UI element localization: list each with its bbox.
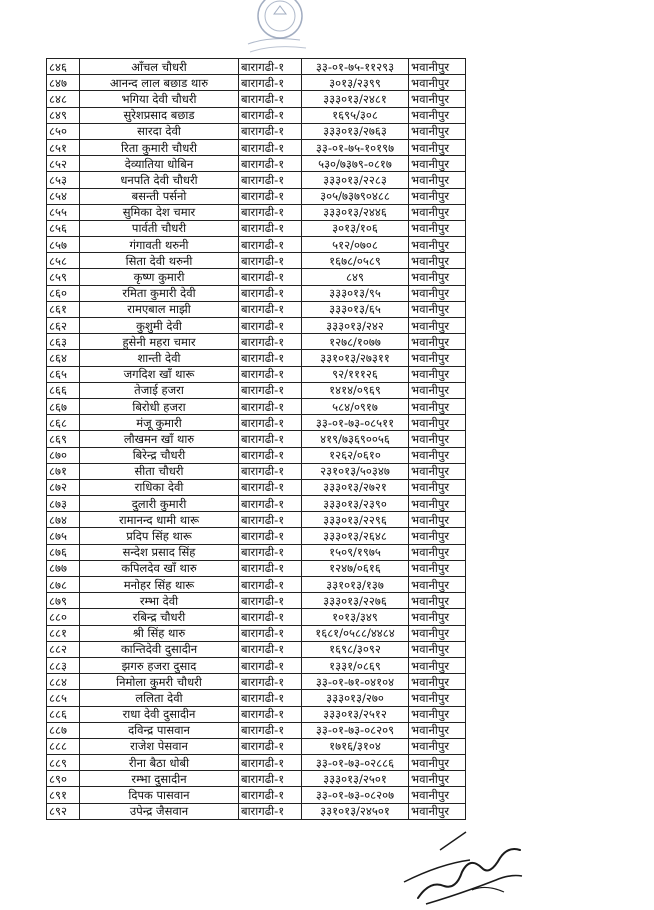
address-cell: बारागढी-१ (239, 755, 302, 771)
table-row (47, 771, 466, 787)
table-row (47, 366, 466, 382)
table-row (47, 787, 466, 803)
serial-number-cell: ८५६ (47, 220, 80, 236)
place-cell: भवानीपुर (409, 447, 466, 463)
place-cell: भवानीपुर (409, 431, 466, 447)
certificate-number-cell: ३३-०१-७३-०२८८६ (302, 755, 409, 771)
serial-number-cell: ८८७ (47, 722, 80, 738)
name-cell: भगिया देवी चौधरी (80, 91, 239, 107)
address-cell: बारागढी-१ (239, 657, 302, 673)
address-cell: बारागढी-१ (239, 204, 302, 220)
name-cell: दविन्द्र पासवान (80, 722, 239, 738)
address-cell: बारागढी-१ (239, 398, 302, 414)
address-cell: बारागढी-१ (239, 269, 302, 285)
certificate-number-cell: ३३-०१-७३-०८२०९ (302, 722, 409, 738)
certificate-number-cell: १२६२/०६१० (302, 447, 409, 463)
table-row (47, 577, 466, 593)
place-cell: भवानीपुर (409, 172, 466, 188)
serial-number-cell: ८४९ (47, 107, 80, 123)
table-row (47, 172, 466, 188)
table-row (47, 690, 466, 706)
address-cell: बारागढी-१ (239, 577, 302, 593)
name-cell: श्री सिंह थारु (80, 625, 239, 641)
address-cell: बारागढी-१ (239, 463, 302, 479)
table-row (47, 123, 466, 139)
table-row (47, 285, 466, 301)
table-row (47, 156, 466, 172)
place-cell: भवानीपुर (409, 544, 466, 560)
serial-number-cell: ८५० (47, 123, 80, 139)
place-cell: भवानीपुर (409, 690, 466, 706)
table-row (47, 204, 466, 220)
serial-number-cell: ८८६ (47, 706, 80, 722)
serial-number-cell: ८७९ (47, 593, 80, 609)
place-cell: भवानीपुर (409, 382, 466, 398)
name-cell: रीना बैठा धोबी (80, 755, 239, 771)
address-cell: बारागढी-१ (239, 479, 302, 495)
table-row (47, 674, 466, 690)
table-row (47, 220, 466, 236)
serial-number-cell: ८४८ (47, 91, 80, 107)
certificate-number-cell: ३३३०१३/२२८३ (302, 172, 409, 188)
certificate-number-cell: ३३३०१३/९५ (302, 285, 409, 301)
certificate-number-cell: ८४९ (302, 269, 409, 285)
certificate-number-cell: १६९५/३०८ (302, 107, 409, 123)
address-cell: बारागढी-१ (239, 220, 302, 236)
certificate-number-cell: ३३-०१-७१-०४१०४ (302, 674, 409, 690)
address-cell: बारागढी-१ (239, 625, 302, 641)
serial-number-cell: ८८५ (47, 690, 80, 706)
table-row (47, 803, 466, 819)
certificate-number-cell: ५१२/०७०८ (302, 237, 409, 253)
table-row (47, 657, 466, 673)
address-cell: बारागढी-१ (239, 350, 302, 366)
place-cell: भवानीपुर (409, 366, 466, 382)
address-cell: बारागढी-१ (239, 301, 302, 317)
name-cell: गंगावती थरुनी (80, 237, 239, 253)
place-cell: भवानीपुर (409, 398, 466, 414)
certificate-number-cell: ५८४/०९१७ (302, 398, 409, 414)
table-row (47, 350, 466, 366)
certificate-number-cell: १६८१/०५८८/४४८४ (302, 625, 409, 641)
certificate-number-cell: ४१९/७३६९००५६ (302, 431, 409, 447)
table-row (47, 318, 466, 334)
certificate-number-cell: ३०१३/२३९९ (302, 75, 409, 91)
place-cell: भवानीपुर (409, 528, 466, 544)
place-cell: भवानीपुर (409, 625, 466, 641)
place-cell: भवानीपुर (409, 334, 466, 350)
table-row (47, 544, 466, 560)
address-cell: बारागढी-१ (239, 285, 302, 301)
name-cell: धनपति देवी चौधरी (80, 172, 239, 188)
table-row (47, 91, 466, 107)
certificate-number-cell: ३३३०१३/२३९० (302, 496, 409, 512)
address-cell: बारागढी-१ (239, 593, 302, 609)
serial-number-cell: ८४६ (47, 59, 80, 75)
name-cell: राधिका देवी (80, 479, 239, 495)
place-cell: भवानीपुर (409, 188, 466, 204)
address-cell: बारागढी-१ (239, 156, 302, 172)
certificate-number-cell: १६७८/०५८९ (302, 253, 409, 269)
address-cell: बारागढी-१ (239, 139, 302, 155)
table-row (47, 593, 466, 609)
name-cell: प्रदिप सिंह थारू (80, 528, 239, 544)
table-row (47, 334, 466, 350)
name-cell: सारदा देवी (80, 123, 239, 139)
place-cell: भवानीपुर (409, 463, 466, 479)
name-cell: राधा देवी दुसादीन (80, 706, 239, 722)
name-cell: रमिता कुमारी देवी (80, 285, 239, 301)
name-cell: आनन्द लाल बछाड थारु (80, 75, 239, 91)
address-cell: बारागढी-१ (239, 172, 302, 188)
table-row (47, 431, 466, 447)
table-row (47, 107, 466, 123)
serial-number-cell: ८५४ (47, 188, 80, 204)
name-cell: रम्भा देवी (80, 593, 239, 609)
address-cell: बारागढी-१ (239, 787, 302, 803)
serial-number-cell: ८५७ (47, 237, 80, 253)
certificate-number-cell: ३३३०१३/२२७६ (302, 593, 409, 609)
table-row (47, 625, 466, 641)
place-cell: भवानीपुर (409, 75, 466, 91)
table-row (47, 512, 466, 528)
table-row (47, 706, 466, 722)
serial-number-cell: ८६१ (47, 301, 80, 317)
name-cell: सीता चौधरी (80, 463, 239, 479)
name-cell: निमोला कुमरी चौधरी (80, 674, 239, 690)
table-row (47, 463, 466, 479)
place-cell: भवानीपुर (409, 123, 466, 139)
certificate-number-cell: ३३-०१-७५-११२९३ (302, 59, 409, 75)
address-cell: बारागढी-१ (239, 107, 302, 123)
table-row (47, 253, 466, 269)
name-cell: जगदिश खाँ थारू (80, 366, 239, 382)
name-cell: मनोहर सिंह थारू (80, 577, 239, 593)
serial-number-cell: ८५८ (47, 253, 80, 269)
name-cell: तेजाई हजरा (80, 382, 239, 398)
name-cell: उपेन्द्र जैसवान (80, 803, 239, 819)
table-row (47, 237, 466, 253)
place-cell: भवानीपुर (409, 285, 466, 301)
table-row (47, 415, 466, 431)
place-cell: भवानीपुर (409, 350, 466, 366)
serial-number-cell: ८८१ (47, 625, 80, 641)
table-row (47, 738, 466, 754)
place-cell: भवानीपुर (409, 738, 466, 754)
serial-number-cell: ८८२ (47, 641, 80, 657)
place-cell: भवानीपुर (409, 609, 466, 625)
serial-number-cell: ८६३ (47, 334, 80, 350)
place-cell: भवानीपुर (409, 253, 466, 269)
certificate-number-cell: ३३३०१३/२४८१ (302, 91, 409, 107)
name-cell: शान्ती देवी (80, 350, 239, 366)
place-cell: भवानीपुर (409, 512, 466, 528)
certificate-number-cell: १२४७/०६१६ (302, 560, 409, 576)
serial-number-cell: ८९१ (47, 787, 80, 803)
address-cell: बारागढी-१ (239, 512, 302, 528)
serial-number-cell: ८७५ (47, 528, 80, 544)
serial-number-cell: ८७१ (47, 463, 80, 479)
certificate-number-cell: ३३३०१३/२२९६ (302, 512, 409, 528)
address-cell: बारागढी-१ (239, 91, 302, 107)
place-cell: भवानीपुर (409, 803, 466, 819)
name-cell: रिता कुमारी चौधरी (80, 139, 239, 155)
name-cell: दुलारी कुमारी (80, 496, 239, 512)
certificate-number-cell: ३०१३/१०६ (302, 220, 409, 236)
table-row (47, 139, 466, 155)
certificate-number-cell: १४१४/०९६९ (302, 382, 409, 398)
address-cell: बारागढी-१ (239, 188, 302, 204)
name-cell: कान्तिदेवी दुसादीन (80, 641, 239, 657)
serial-number-cell: ८७८ (47, 577, 80, 593)
table-row (47, 301, 466, 317)
serial-number-cell: ८५१ (47, 139, 80, 155)
name-cell: रम्भा दुसादीन (80, 771, 239, 787)
address-cell: बारागढी-१ (239, 609, 302, 625)
place-cell: भवानीपुर (409, 156, 466, 172)
name-cell: बिरोधी हजरा (80, 398, 239, 414)
place-cell: भवानीपुर (409, 107, 466, 123)
name-cell: सुरेशप्रसाद बछाड (80, 107, 239, 123)
certificate-number-cell: १०१३/३४९ (302, 609, 409, 625)
serial-number-cell: ८९० (47, 771, 80, 787)
serial-number-cell: ८६४ (47, 350, 80, 366)
address-cell: बारागढी-१ (239, 237, 302, 253)
name-cell: कपिलदेव खाँ थारु (80, 560, 239, 576)
serial-number-cell: ८६९ (47, 431, 80, 447)
address-cell: बारागढी-१ (239, 447, 302, 463)
certificate-number-cell: ३३३०१३/२४४६ (302, 204, 409, 220)
address-cell: बारागढी-१ (239, 318, 302, 334)
address-cell: बारागढी-१ (239, 415, 302, 431)
place-cell: भवानीपुर (409, 139, 466, 155)
place-cell: भवानीपुर (409, 577, 466, 593)
serial-number-cell: ८८० (47, 609, 80, 625)
serial-number-cell: ८९२ (47, 803, 80, 819)
certificate-number-cell: ३०५/७३७९०४८८ (302, 188, 409, 204)
name-cell: झगरु हजरा दुसाद (80, 657, 239, 673)
place-cell: भवानीपुर (409, 722, 466, 738)
serial-number-cell: ८७० (47, 447, 80, 463)
register-table-body (47, 59, 466, 820)
serial-number-cell: ८७२ (47, 479, 80, 495)
table-row (47, 609, 466, 625)
name-cell: सिता देवी थरुनी (80, 253, 239, 269)
serial-number-cell: ८७३ (47, 496, 80, 512)
serial-number-cell: ८८३ (47, 657, 80, 673)
serial-number-cell: ८६२ (47, 318, 80, 334)
certificate-number-cell: ३३१०१३/२७३११ (302, 350, 409, 366)
address-cell: बारागढी-१ (239, 722, 302, 738)
place-cell: भवानीपुर (409, 706, 466, 722)
certificate-number-cell: ३३१०१३/१३७ (302, 577, 409, 593)
serial-number-cell: ८४७ (47, 75, 80, 91)
serial-number-cell: ८८८ (47, 738, 80, 754)
place-cell: भवानीपुर (409, 755, 466, 771)
place-cell: भवानीपुर (409, 59, 466, 75)
place-cell: भवानीपुर (409, 204, 466, 220)
address-cell: बारागढी-१ (239, 641, 302, 657)
certificate-number-cell: १७१६/३१०४ (302, 738, 409, 754)
certificate-number-cell: ३३-०१-७५-१०१९७ (302, 139, 409, 155)
address-cell: बारागढी-१ (239, 382, 302, 398)
table-row (47, 188, 466, 204)
place-cell: भवानीपुर (409, 593, 466, 609)
name-cell: देव्यातिया धोबिन (80, 156, 239, 172)
serial-number-cell: ८८४ (47, 674, 80, 690)
place-cell: भवानीपुर (409, 415, 466, 431)
name-cell: लौखमन खाँ थारु (80, 431, 239, 447)
table-row (47, 479, 466, 495)
name-cell: कुशुमी देवी (80, 318, 239, 334)
certificate-number-cell: १६९८/३०९२ (302, 641, 409, 657)
place-cell: भवानीपुर (409, 91, 466, 107)
place-cell: भवानीपुर (409, 560, 466, 576)
name-cell: सन्देश प्रसाद सिंह (80, 544, 239, 560)
place-cell: भवानीपुर (409, 771, 466, 787)
serial-number-cell: ८५३ (47, 172, 80, 188)
serial-number-cell: ८६८ (47, 415, 80, 431)
table-row (47, 269, 466, 285)
place-cell: भवानीपुर (409, 787, 466, 803)
serial-number-cell: ८७४ (47, 512, 80, 528)
handwritten-signature (400, 820, 530, 910)
register-table (46, 58, 466, 820)
address-cell: बारागढी-१ (239, 123, 302, 139)
certificate-number-cell: ३३३०१३/२६४८ (302, 528, 409, 544)
serial-number-cell: ८५९ (47, 269, 80, 285)
certificate-number-cell: ९२/१११२६ (302, 366, 409, 382)
address-cell: बारागढी-१ (239, 674, 302, 690)
table-row (47, 382, 466, 398)
place-cell: भवानीपुर (409, 496, 466, 512)
name-cell: राजेश पेसवान (80, 738, 239, 754)
address-cell: बारागढी-१ (239, 59, 302, 75)
certificate-number-cell: ३३-०१-७३-०८५११ (302, 415, 409, 431)
serial-number-cell: ८६५ (47, 366, 80, 382)
name-cell: बसन्ती पर्सनो (80, 188, 239, 204)
name-cell: रामएबाल माझी (80, 301, 239, 317)
address-cell: बारागढी-१ (239, 706, 302, 722)
address-cell: बारागढी-१ (239, 771, 302, 787)
table-row (47, 447, 466, 463)
place-cell: भवानीपुर (409, 657, 466, 673)
name-cell: रबिन्द्र चौधरी (80, 609, 239, 625)
address-cell: बारागढी-१ (239, 738, 302, 754)
name-cell: हुसेनी महरा चमार (80, 334, 239, 350)
address-cell: बारागढी-१ (239, 560, 302, 576)
certificate-number-cell: ३३३०१३/२४२ (302, 318, 409, 334)
certificate-number-cell: ३३३०१३/२७६३ (302, 123, 409, 139)
name-cell: मंजू कुमारी (80, 415, 239, 431)
certificate-number-cell: ३३३०१३/२५१२ (302, 706, 409, 722)
certificate-number-cell: १३३१/०८६९ (302, 657, 409, 673)
address-cell: बारागढी-१ (239, 690, 302, 706)
address-cell: बारागढी-१ (239, 528, 302, 544)
address-cell: बारागढी-१ (239, 334, 302, 350)
table-row (47, 560, 466, 576)
serial-number-cell: ८६६ (47, 382, 80, 398)
certificate-number-cell: १५०९/१९७५ (302, 544, 409, 560)
certificate-number-cell: ३३-०१-७३-०८२०७ (302, 787, 409, 803)
table-row (47, 641, 466, 657)
serial-number-cell: ८६० (47, 285, 80, 301)
name-cell: दिपक पासवान (80, 787, 239, 803)
address-cell: बारागढी-१ (239, 75, 302, 91)
place-cell: भवानीपुर (409, 269, 466, 285)
serial-number-cell: ८७७ (47, 560, 80, 576)
place-cell: भवानीपुर (409, 301, 466, 317)
table-row (47, 722, 466, 738)
place-cell: भवानीपुर (409, 318, 466, 334)
place-cell: भवानीपुर (409, 674, 466, 690)
place-cell: भवानीपुर (409, 479, 466, 495)
address-cell: बारागढी-१ (239, 431, 302, 447)
address-cell: बारागढी-१ (239, 496, 302, 512)
name-cell: रामानन्द धामी थारू (80, 512, 239, 528)
place-cell: भवानीपुर (409, 220, 466, 236)
place-cell: भवानीपुर (409, 641, 466, 657)
name-cell: बिरेन्द्र चौधरी (80, 447, 239, 463)
table-row (47, 528, 466, 544)
name-cell: कृष्ण कुमारी (80, 269, 239, 285)
certificate-number-cell: ३३३०१३/२७२१ (302, 479, 409, 495)
address-cell: बारागढी-१ (239, 366, 302, 382)
certificate-number-cell: ३३१०१३/२४५०१ (302, 803, 409, 819)
address-cell: बारागढी-१ (239, 544, 302, 560)
table-row (47, 59, 466, 75)
office-seal-stamp (240, 0, 314, 60)
certificate-number-cell: ३३३०१३/२७० (302, 690, 409, 706)
certificate-number-cell: ५३०/७३७९-०८१७ (302, 156, 409, 172)
serial-number-cell: ८८९ (47, 755, 80, 771)
table-row (47, 75, 466, 91)
place-cell: भवानीपुर (409, 237, 466, 253)
serial-number-cell: ८६७ (47, 398, 80, 414)
name-cell: पार्वती चौधरी (80, 220, 239, 236)
table-row (47, 496, 466, 512)
certificate-number-cell: ३३३०१३/६५ (302, 301, 409, 317)
address-cell: बारागढी-१ (239, 253, 302, 269)
certificate-number-cell: २३१०१३/५०३४७ (302, 463, 409, 479)
name-cell: सुमिका देश चमार (80, 204, 239, 220)
table-row (47, 398, 466, 414)
name-cell: ललिता देवी (80, 690, 239, 706)
table-row (47, 755, 466, 771)
certificate-number-cell: ३३३०१३/२५०१ (302, 771, 409, 787)
serial-number-cell: ८७६ (47, 544, 80, 560)
certificate-number-cell: १२७८/१०७७ (302, 334, 409, 350)
name-cell: आँचल चौधरी (80, 59, 239, 75)
address-cell: बारागढी-१ (239, 803, 302, 819)
serial-number-cell: ८५२ (47, 156, 80, 172)
serial-number-cell: ८५५ (47, 204, 80, 220)
